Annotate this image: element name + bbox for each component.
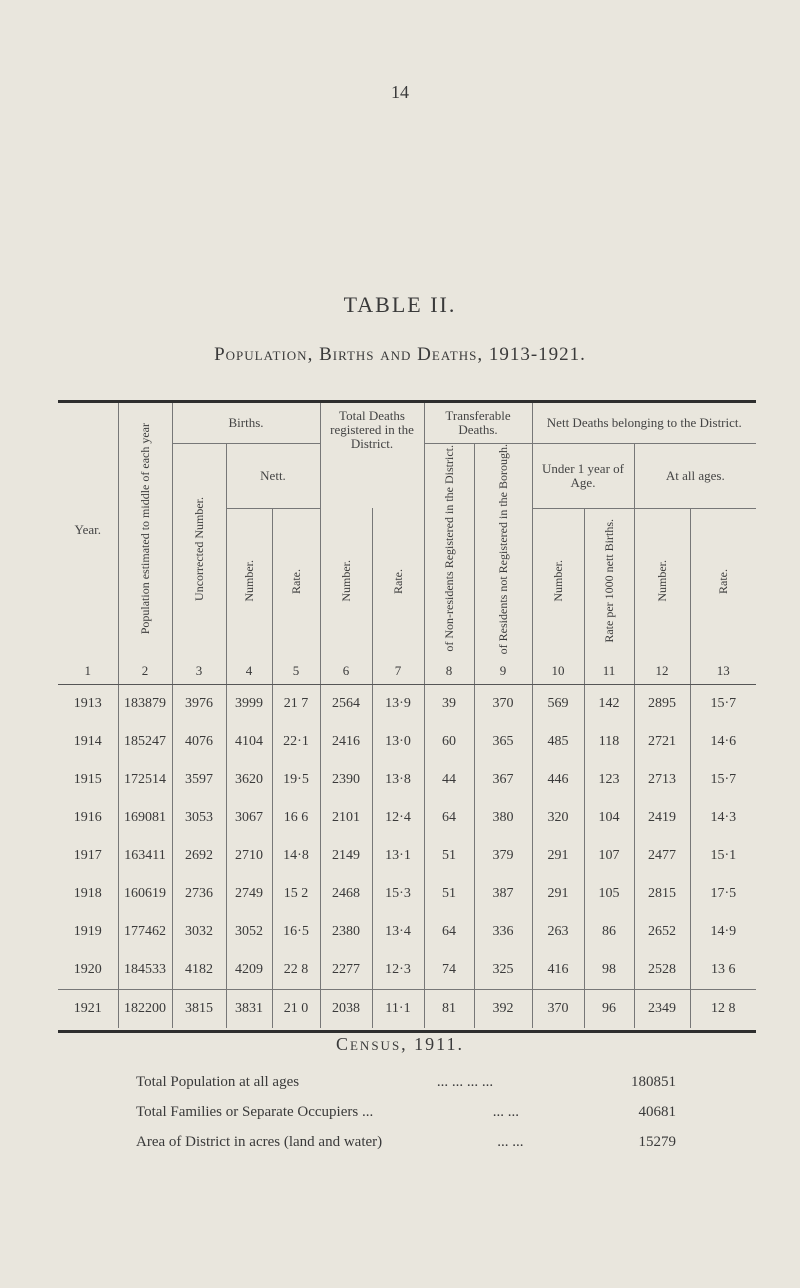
- table-cell: 2692: [172, 837, 226, 875]
- table-cell: 336: [474, 913, 532, 951]
- table-cell: 107: [584, 837, 634, 875]
- table-cell: 569: [532, 684, 584, 723]
- header-deaths-rate: Rate.: [372, 508, 424, 658]
- table-cell: 14·9: [690, 913, 756, 951]
- table-cell: 96: [584, 989, 634, 1028]
- table-cell: 2349: [634, 989, 690, 1028]
- header-infant-rate: Rate per 1000 nett Births.: [584, 508, 634, 658]
- table-cell: 2713: [634, 761, 690, 799]
- table-cell: 2652: [634, 913, 690, 951]
- table-cell: 12 8: [690, 989, 756, 1028]
- table-cell: 1915: [73, 771, 102, 787]
- table-cell: 1919: [73, 923, 102, 939]
- table-cell: 416: [532, 951, 584, 990]
- table-cell: 1920: [73, 961, 102, 977]
- table-cell: 3067: [226, 799, 272, 837]
- table-cell: 60: [424, 723, 474, 761]
- table-cell: 263: [532, 913, 584, 951]
- table-cell: 64: [424, 799, 474, 837]
- census-leader-dots: ... ...: [492, 1104, 519, 1120]
- table-cell: 64: [424, 913, 474, 951]
- table-row: [58, 799, 756, 837]
- column-number: 3: [172, 658, 226, 685]
- header-nett-births: Nett.: [226, 443, 320, 508]
- column-number: 11: [584, 658, 634, 685]
- table-cell: 123: [584, 761, 634, 799]
- header-births: Births.: [172, 403, 320, 443]
- table-cell: 1918: [73, 885, 102, 901]
- table-cell: 183879: [118, 684, 172, 723]
- table-cell: 14·3: [690, 799, 756, 837]
- census-leader-dots: ... ... ... ...: [436, 1074, 494, 1090]
- table-cell: 3052: [226, 913, 272, 951]
- table-cell: 2815: [634, 875, 690, 913]
- table-cell: 387: [474, 875, 532, 913]
- header-nett-deaths: Nett Deaths belonging to the District.: [532, 403, 756, 443]
- header-all-rate: Rate.: [690, 508, 756, 658]
- header-transferable: Transferable Deaths.: [424, 403, 532, 443]
- table-cell: 3620: [226, 761, 272, 799]
- table-cell: 3831: [226, 989, 272, 1028]
- table-cell: 3815: [172, 989, 226, 1028]
- census-label: Area of District in acres (land and water): [136, 1134, 383, 1150]
- column-number: 2: [118, 658, 172, 685]
- header-all-number: Number.: [634, 508, 690, 658]
- census-label: Total Population at all ages: [136, 1074, 300, 1090]
- table-cell: 142: [584, 684, 634, 723]
- table-cell: 367: [474, 761, 532, 799]
- table-cell: 380: [474, 799, 532, 837]
- census-item: [136, 1074, 676, 1091]
- table-cell: 15·1: [690, 837, 756, 875]
- column-number: 6: [320, 658, 372, 685]
- column-number: 5: [272, 658, 320, 685]
- table-cell: 2895: [634, 684, 690, 723]
- table-cell: 14·6: [690, 723, 756, 761]
- header-deaths-number: Number.: [320, 508, 372, 658]
- table-cell: 13 6: [690, 951, 756, 990]
- header-residents-not: of Residents not Registered in the Borough.: [474, 443, 532, 658]
- header-year: Year.: [74, 522, 101, 538]
- census-title: Census, 1911.: [335, 1034, 464, 1054]
- table-row: [58, 723, 756, 761]
- table-row: [58, 875, 756, 913]
- table-cell: 4104: [226, 723, 272, 761]
- table-cell: 13·9: [372, 684, 424, 723]
- census-value: 40681: [638, 1104, 676, 1120]
- header-uncorrected: Uncorrected Number.: [172, 443, 226, 658]
- table-cell: 22 8: [272, 951, 320, 990]
- table-cell: 17·5: [690, 875, 756, 913]
- census-leader-dots: ... ...: [497, 1134, 524, 1150]
- table-cell: 81: [424, 989, 474, 1028]
- table-cell: 2736: [172, 875, 226, 913]
- table-cell: 2149: [320, 837, 372, 875]
- table-cell: 16 6: [272, 799, 320, 837]
- table-cell: 12·3: [372, 951, 424, 990]
- table-cell: 2477: [634, 837, 690, 875]
- table-cell: 2390: [320, 761, 372, 799]
- header-births-number: Number.: [226, 508, 272, 658]
- table-cell: 2749: [226, 875, 272, 913]
- table-cell: 2101: [320, 799, 372, 837]
- table-cell: 4182: [172, 951, 226, 990]
- census-value: 15279: [638, 1134, 676, 1150]
- header-under-1: Under 1 year of Age.: [532, 443, 634, 508]
- table-cell: 3032: [172, 913, 226, 951]
- table-cell: 325: [474, 951, 532, 990]
- table-cell: 2468: [320, 875, 372, 913]
- table-cell: 1921: [58, 989, 118, 1028]
- table-cell: 13·4: [372, 913, 424, 951]
- table-cell: 21 7: [272, 684, 320, 723]
- table-cell: 15·3: [372, 875, 424, 913]
- table-cell: 98: [584, 951, 634, 990]
- table-title: TABLE II.: [343, 292, 457, 317]
- column-number: 4: [226, 658, 272, 685]
- table-cell: 2416: [320, 723, 372, 761]
- table-cell: 163411: [118, 837, 172, 875]
- table-cell: 370: [474, 684, 532, 723]
- table-cell: 4209: [226, 951, 272, 990]
- table-cell: 13·1: [372, 837, 424, 875]
- table-cell: 291: [532, 837, 584, 875]
- column-number: 13: [690, 658, 756, 685]
- table-cell: 172514: [118, 761, 172, 799]
- table-cell: 3053: [172, 799, 226, 837]
- table-cell: 182200: [118, 989, 172, 1028]
- table-cell: 51: [424, 837, 474, 875]
- column-numbers-row: [58, 658, 756, 685]
- column-number: 1: [58, 658, 118, 685]
- table-cell: 22·1: [272, 723, 320, 761]
- table-cell: 19·5: [272, 761, 320, 799]
- table-cell: 3999: [226, 684, 272, 723]
- census-item: [136, 1104, 676, 1121]
- table-cell: 177462: [118, 913, 172, 951]
- table-row: [58, 989, 756, 1028]
- table-cell: 16·5: [272, 913, 320, 951]
- table-cell: 74: [424, 951, 474, 990]
- table-cell: 320: [532, 799, 584, 837]
- table-cell: 21 0: [272, 989, 320, 1028]
- table-cell: 15·7: [690, 761, 756, 799]
- table-cell: 11·1: [372, 989, 424, 1028]
- column-number: 12: [634, 658, 690, 685]
- header-infant-number: Number.: [532, 508, 584, 658]
- table-cell: 184533: [118, 951, 172, 990]
- table-cell: 2710: [226, 837, 272, 875]
- table-row: [58, 761, 756, 799]
- table-cell: 51: [424, 875, 474, 913]
- table-cell: 1916: [73, 809, 102, 825]
- page-number: 14: [391, 82, 409, 102]
- table-cell: 15 2: [272, 875, 320, 913]
- census-value: 180851: [631, 1074, 676, 1090]
- table-cell: 104: [584, 799, 634, 837]
- table-cell: 1914: [73, 733, 102, 749]
- header-births-rate: Rate.: [272, 508, 320, 658]
- census-label: Total Families or Separate Occupiers ...: [136, 1104, 374, 1120]
- table-cell: 2721: [634, 723, 690, 761]
- table-cell: 169081: [118, 799, 172, 837]
- bottom-rule: [58, 1030, 756, 1033]
- table-cell: 118: [584, 723, 634, 761]
- table-cell: 105: [584, 875, 634, 913]
- table-cell: 370: [532, 989, 584, 1028]
- table-cell: 13·8: [372, 761, 424, 799]
- table-cell: 1917: [73, 847, 102, 863]
- table-cell: 185247: [118, 723, 172, 761]
- table-cell: 13·0: [372, 723, 424, 761]
- table-body: [58, 684, 756, 1028]
- table-cell: 39: [424, 684, 474, 723]
- table-cell: 2528: [634, 951, 690, 990]
- census-item: [136, 1134, 676, 1151]
- table-row: [58, 684, 756, 723]
- column-number: 8: [424, 658, 474, 685]
- table-cell: 3597: [172, 761, 226, 799]
- table-cell: 1913: [73, 695, 102, 711]
- table-cell: 2038: [320, 989, 372, 1028]
- table-cell: 365: [474, 723, 532, 761]
- table-cell: 392: [474, 989, 532, 1028]
- table-cell: 2380: [320, 913, 372, 951]
- table-cell: 44: [424, 761, 474, 799]
- column-number: 9: [474, 658, 532, 685]
- table-cell: 2277: [320, 951, 372, 990]
- table-cell: 160619: [118, 875, 172, 913]
- header-population: Population estimated to middle of each year: [118, 403, 172, 658]
- table-cell: 291: [532, 875, 584, 913]
- column-number: 7: [372, 658, 424, 685]
- table-cell: 86: [584, 913, 634, 951]
- table-cell: 4076: [172, 723, 226, 761]
- table-row: [58, 951, 756, 990]
- column-number: 10: [532, 658, 584, 685]
- table-cell: 2419: [634, 799, 690, 837]
- table-subtitle: Population, Births and Deaths, 1913-1921.: [214, 344, 586, 365]
- table-cell: 15·7: [690, 684, 756, 723]
- table-cell: 14·8: [272, 837, 320, 875]
- table-cell: 2564: [320, 684, 372, 723]
- table-cell: 379: [474, 837, 532, 875]
- statistics-table: [58, 400, 756, 1033]
- header-all-ages: At all ages.: [634, 443, 756, 508]
- table-cell: 446: [532, 761, 584, 799]
- table-cell: 485: [532, 723, 584, 761]
- table-cell: 3976: [172, 684, 226, 723]
- table-row: [58, 837, 756, 875]
- table-row: [58, 913, 756, 951]
- table-cell: 12·4: [372, 799, 424, 837]
- header-total-deaths: Total Deaths registered in the District.: [320, 403, 424, 508]
- header-non-residents: of Non-residents Registered in the District.: [424, 443, 474, 658]
